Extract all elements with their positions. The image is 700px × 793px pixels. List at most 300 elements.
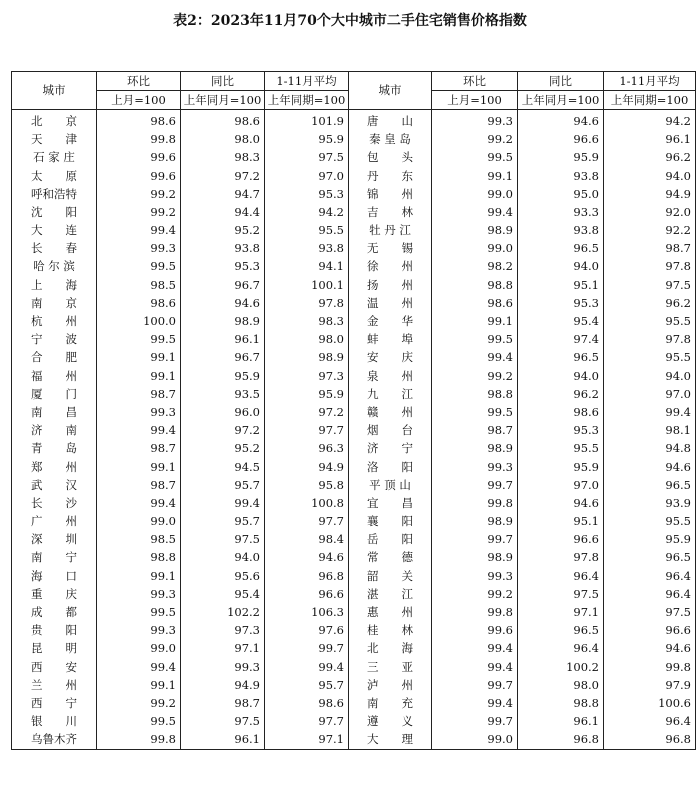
cell-avg-left: 101.9	[265, 110, 349, 131]
cell-yoy-right: 100.2	[518, 658, 604, 676]
cell-mom-left: 99.1	[97, 349, 181, 367]
cell-city-left: 呼和浩特	[12, 185, 97, 203]
cell-yoy-right: 97.0	[518, 476, 604, 494]
cell-city-right: 桂 林	[349, 622, 432, 640]
cell-avg-left: 97.1	[265, 731, 349, 750]
cell-mom-left: 99.3	[97, 622, 181, 640]
cell-yoy-left: 95.2	[181, 222, 265, 240]
cell-avg-right: 97.9	[604, 676, 696, 694]
cell-yoy-left: 94.9	[181, 676, 265, 694]
cell-yoy-right: 95.9	[518, 458, 604, 476]
cell-yoy-left: 98.0	[181, 131, 265, 149]
cell-mom-right: 99.2	[432, 131, 518, 149]
cell-avg-left: 94.2	[265, 203, 349, 221]
page-title: 表2：2023年11月70个大中城市二手住宅销售价格指数	[173, 13, 527, 29]
cell-mom-right: 99.3	[432, 458, 518, 476]
cell-mom-left: 98.7	[97, 385, 181, 403]
cell-city-left: 成 都	[12, 603, 97, 621]
cell-mom-right: 99.4	[432, 349, 518, 367]
cell-yoy-left: 96.7	[181, 349, 265, 367]
cell-avg-left: 96.3	[265, 440, 349, 458]
cell-mom-left: 99.1	[97, 367, 181, 385]
cell-mom-left: 98.6	[97, 294, 181, 312]
cell-city-left: 上 海	[12, 276, 97, 294]
cell-yoy-left: 96.7	[181, 276, 265, 294]
cell-city-left: 合 肥	[12, 349, 97, 367]
cell-yoy-right: 94.0	[518, 258, 604, 276]
cell-yoy-left: 98.7	[181, 694, 265, 712]
cell-mom-right: 99.8	[432, 494, 518, 512]
cell-city-right: 韶 关	[349, 567, 432, 585]
cell-yoy-left: 93.5	[181, 385, 265, 403]
cell-yoy-right: 96.4	[518, 567, 604, 585]
header-city-left: 城市	[12, 72, 97, 110]
table-row	[12, 331, 696, 349]
cell-avg-right: 96.4	[604, 585, 696, 603]
cell-city-left: 西 安	[12, 658, 97, 676]
cell-avg-right: 97.8	[604, 331, 696, 349]
cell-city-right: 烟 台	[349, 422, 432, 440]
cell-avg-right: 98.7	[604, 240, 696, 258]
cell-city-right: 唐 山	[349, 110, 432, 131]
cell-avg-left: 94.9	[265, 458, 349, 476]
cell-city-left: 南 昌	[12, 403, 97, 421]
cell-city-right: 泸 州	[349, 676, 432, 694]
table-row	[12, 494, 696, 512]
cell-city-left: 广 州	[12, 513, 97, 531]
header-yoy-base-left: 上年同月=100	[181, 91, 265, 110]
cell-mom-left: 99.0	[97, 640, 181, 658]
cell-city-right: 宜 昌	[349, 494, 432, 512]
cell-yoy-right: 95.4	[518, 312, 604, 330]
table-row	[12, 640, 696, 658]
cell-mom-left: 99.1	[97, 567, 181, 585]
cell-yoy-left: 95.3	[181, 258, 265, 276]
cell-avg-left: 106.3	[265, 603, 349, 621]
cell-city-left: 北 京	[12, 110, 97, 131]
cell-avg-left: 95.5	[265, 222, 349, 240]
cell-yoy-right: 96.6	[518, 131, 604, 149]
cell-mom-left: 99.3	[97, 240, 181, 258]
cell-mom-left: 99.1	[97, 458, 181, 476]
cell-mom-right: 99.2	[432, 367, 518, 385]
cell-mom-left: 99.1	[97, 676, 181, 694]
cell-mom-left: 99.3	[97, 585, 181, 603]
cell-city-left: 青 岛	[12, 440, 97, 458]
cell-mom-right: 99.0	[432, 240, 518, 258]
cell-city-right: 九 江	[349, 385, 432, 403]
cell-avg-right: 93.9	[604, 494, 696, 512]
table-row	[12, 367, 696, 385]
cell-avg-left: 97.7	[265, 713, 349, 731]
cell-avg-left: 100.8	[265, 494, 349, 512]
cell-avg-right: 94.6	[604, 458, 696, 476]
cell-yoy-left: 95.7	[181, 476, 265, 494]
price-index-table	[11, 71, 696, 750]
cell-city-right: 北 海	[349, 640, 432, 658]
cell-mom-right: 99.6	[432, 622, 518, 640]
cell-avg-left: 99.4	[265, 658, 349, 676]
cell-avg-left: 97.3	[265, 367, 349, 385]
cell-mom-left: 99.4	[97, 658, 181, 676]
cell-mom-right: 98.9	[432, 513, 518, 531]
cell-avg-right: 95.5	[604, 349, 696, 367]
cell-city-right: 包 头	[349, 149, 432, 167]
cell-city-left: 天 津	[12, 131, 97, 149]
cell-avg-right: 97.5	[604, 276, 696, 294]
cell-mom-right: 99.7	[432, 531, 518, 549]
cell-mom-right: 99.4	[432, 694, 518, 712]
cell-city-right: 岳 阳	[349, 531, 432, 549]
header-mom-right: 环比	[432, 72, 518, 91]
table-row	[12, 131, 696, 149]
cell-city-right: 常 德	[349, 549, 432, 567]
cell-yoy-left: 97.1	[181, 640, 265, 658]
cell-mom-left: 99.5	[97, 603, 181, 621]
cell-avg-left: 97.0	[265, 167, 349, 185]
cell-yoy-right: 96.8	[518, 731, 604, 750]
cell-city-right: 南 充	[349, 694, 432, 712]
cell-avg-right: 96.6	[604, 622, 696, 640]
cell-yoy-left: 97.5	[181, 531, 265, 549]
cell-city-right: 徐 州	[349, 258, 432, 276]
cell-yoy-right: 96.2	[518, 385, 604, 403]
table-row	[12, 603, 696, 621]
cell-mom-right: 98.8	[432, 276, 518, 294]
cell-mom-right: 99.7	[432, 676, 518, 694]
cell-mom-right: 99.4	[432, 640, 518, 658]
cell-avg-left: 97.7	[265, 422, 349, 440]
cell-mom-left: 99.8	[97, 731, 181, 750]
table-row	[12, 403, 696, 421]
header-city-right: 城市	[349, 72, 432, 110]
table-row	[12, 676, 696, 694]
cell-city-left: 杭 州	[12, 312, 97, 330]
cell-yoy-right: 96.5	[518, 349, 604, 367]
cell-avg-left: 96.8	[265, 567, 349, 585]
cell-yoy-right: 97.1	[518, 603, 604, 621]
cell-city-left: 石 家 庄	[12, 149, 97, 167]
cell-city-right: 平 顶 山	[349, 476, 432, 494]
header-mom-left: 环比	[97, 72, 181, 91]
cell-avg-right: 97.0	[604, 385, 696, 403]
cell-avg-left: 97.7	[265, 513, 349, 531]
cell-avg-left: 97.5	[265, 149, 349, 167]
cell-mom-right: 98.9	[432, 440, 518, 458]
cell-avg-right: 96.4	[604, 567, 696, 585]
table-row	[12, 240, 696, 258]
cell-yoy-left: 95.6	[181, 567, 265, 585]
cell-yoy-right: 96.4	[518, 640, 604, 658]
cell-city-right: 吉 林	[349, 203, 432, 221]
cell-yoy-left: 98.9	[181, 312, 265, 330]
table-row	[12, 110, 696, 131]
cell-yoy-right: 98.8	[518, 694, 604, 712]
cell-yoy-left: 97.2	[181, 167, 265, 185]
cell-mom-left: 99.2	[97, 694, 181, 712]
cell-mom-right: 99.4	[432, 203, 518, 221]
cell-avg-left: 97.8	[265, 294, 349, 312]
cell-city-right: 湛 江	[349, 585, 432, 603]
cell-yoy-left: 97.2	[181, 422, 265, 440]
cell-mom-right: 99.5	[432, 149, 518, 167]
cell-city-left: 南 宁	[12, 549, 97, 567]
cell-city-right: 牡 丹 江	[349, 222, 432, 240]
cell-avg-left: 95.3	[265, 185, 349, 203]
cell-avg-right: 94.9	[604, 185, 696, 203]
cell-yoy-right: 96.5	[518, 240, 604, 258]
header-avg-left: 1-11月平均	[265, 72, 349, 91]
cell-avg-right: 95.5	[604, 312, 696, 330]
cell-avg-right: 100.6	[604, 694, 696, 712]
cell-avg-right: 97.5	[604, 603, 696, 621]
cell-city-right: 三 亚	[349, 658, 432, 676]
cell-yoy-right: 95.3	[518, 422, 604, 440]
cell-mom-right: 99.3	[432, 110, 518, 131]
cell-city-left: 昆 明	[12, 640, 97, 658]
cell-mom-right: 99.0	[432, 185, 518, 203]
cell-yoy-right: 97.4	[518, 331, 604, 349]
cell-yoy-left: 94.5	[181, 458, 265, 476]
cell-mom-right: 99.5	[432, 403, 518, 421]
cell-city-right: 蚌 埠	[349, 331, 432, 349]
cell-mom-left: 98.5	[97, 276, 181, 294]
cell-avg-left: 98.3	[265, 312, 349, 330]
cell-mom-left: 98.5	[97, 531, 181, 549]
cell-city-left: 西 宁	[12, 694, 97, 712]
cell-mom-right: 98.6	[432, 294, 518, 312]
cell-city-right: 安 庆	[349, 349, 432, 367]
cell-yoy-left: 95.7	[181, 513, 265, 531]
cell-city-left: 武 汉	[12, 476, 97, 494]
table-row	[12, 203, 696, 221]
cell-avg-left: 93.8	[265, 240, 349, 258]
cell-mom-right: 99.7	[432, 476, 518, 494]
cell-yoy-left: 96.1	[181, 331, 265, 349]
cell-yoy-left: 97.5	[181, 713, 265, 731]
cell-mom-left: 99.0	[97, 513, 181, 531]
cell-yoy-right: 93.8	[518, 167, 604, 185]
cell-mom-right: 99.1	[432, 312, 518, 330]
cell-yoy-left: 97.3	[181, 622, 265, 640]
cell-avg-right: 92.2	[604, 222, 696, 240]
cell-avg-left: 98.6	[265, 694, 349, 712]
cell-city-left: 福 州	[12, 367, 97, 385]
cell-avg-right: 96.5	[604, 476, 696, 494]
table-row	[12, 276, 696, 294]
cell-city-left: 南 京	[12, 294, 97, 312]
cell-avg-left: 100.1	[265, 276, 349, 294]
table-row	[12, 167, 696, 185]
cell-mom-left: 98.6	[97, 110, 181, 131]
cell-avg-right: 97.8	[604, 258, 696, 276]
table-row	[12, 549, 696, 567]
cell-yoy-right: 97.5	[518, 585, 604, 603]
cell-mom-right: 99.1	[432, 167, 518, 185]
cell-city-left: 大 连	[12, 222, 97, 240]
cell-mom-right: 99.8	[432, 603, 518, 621]
cell-yoy-right: 95.5	[518, 440, 604, 458]
cell-city-right: 遵 义	[349, 713, 432, 731]
cell-yoy-right: 94.6	[518, 494, 604, 512]
header-avg-right: 1-11月平均	[604, 72, 696, 91]
cell-mom-right: 98.9	[432, 222, 518, 240]
cell-city-left: 郑 州	[12, 458, 97, 476]
cell-city-left: 济 南	[12, 422, 97, 440]
cell-mom-left: 99.5	[97, 331, 181, 349]
cell-mom-left: 99.4	[97, 222, 181, 240]
table-row	[12, 476, 696, 494]
cell-city-right: 赣 州	[349, 403, 432, 421]
cell-city-left: 乌鲁木齐	[12, 731, 97, 750]
cell-yoy-left: 95.4	[181, 585, 265, 603]
cell-yoy-right: 95.0	[518, 185, 604, 203]
cell-city-left: 宁 波	[12, 331, 97, 349]
table-row	[12, 458, 696, 476]
cell-avg-right: 99.4	[604, 403, 696, 421]
cell-yoy-left: 94.6	[181, 294, 265, 312]
cell-avg-right: 95.5	[604, 513, 696, 531]
cell-yoy-left: 99.4	[181, 494, 265, 512]
cell-yoy-right: 97.8	[518, 549, 604, 567]
cell-city-right: 洛 阳	[349, 458, 432, 476]
table-row	[12, 422, 696, 440]
header-yoy-base-right: 上年同月=100	[518, 91, 604, 110]
cell-mom-right: 98.8	[432, 385, 518, 403]
cell-yoy-left: 94.4	[181, 203, 265, 221]
table-row	[12, 349, 696, 367]
header-avg-base-right: 上年同期=100	[604, 91, 696, 110]
cell-city-left: 太 原	[12, 167, 97, 185]
cell-yoy-right: 93.3	[518, 203, 604, 221]
cell-avg-left: 95.8	[265, 476, 349, 494]
cell-yoy-right: 96.1	[518, 713, 604, 731]
cell-mom-left: 99.4	[97, 422, 181, 440]
cell-yoy-right: 93.8	[518, 222, 604, 240]
cell-city-left: 贵 阳	[12, 622, 97, 640]
cell-avg-right: 94.8	[604, 440, 696, 458]
cell-city-right: 襄 阳	[349, 513, 432, 531]
header-mom-base-right: 上月=100	[432, 91, 518, 110]
cell-avg-right: 96.4	[604, 713, 696, 731]
cell-city-left: 长 沙	[12, 494, 97, 512]
cell-yoy-right: 94.6	[518, 110, 604, 131]
cell-avg-right: 94.2	[604, 110, 696, 131]
header-avg-base-left: 上年同期=100	[265, 91, 349, 110]
cell-mom-left: 100.0	[97, 312, 181, 330]
cell-yoy-left: 99.3	[181, 658, 265, 676]
cell-mom-left: 99.6	[97, 149, 181, 167]
cell-city-left: 海 口	[12, 567, 97, 585]
cell-city-left: 长 春	[12, 240, 97, 258]
cell-city-right: 丹 东	[349, 167, 432, 185]
table-row	[12, 658, 696, 676]
table-row	[12, 222, 696, 240]
cell-avg-right: 94.6	[604, 640, 696, 658]
cell-mom-right: 99.5	[432, 331, 518, 349]
cell-avg-left: 98.9	[265, 349, 349, 367]
cell-city-right: 扬 州	[349, 276, 432, 294]
cell-yoy-left: 94.7	[181, 185, 265, 203]
table-body	[12, 110, 696, 750]
cell-city-right: 泉 州	[349, 367, 432, 385]
cell-city-left: 银 川	[12, 713, 97, 731]
cell-city-left: 哈 尔 滨	[12, 258, 97, 276]
cell-yoy-left: 94.0	[181, 549, 265, 567]
cell-avg-right: 99.8	[604, 658, 696, 676]
cell-yoy-right: 94.0	[518, 367, 604, 385]
cell-city-right: 温 州	[349, 294, 432, 312]
cell-avg-left: 95.9	[265, 131, 349, 149]
cell-mom-right: 98.7	[432, 422, 518, 440]
cell-avg-right: 96.5	[604, 549, 696, 567]
header-yoy-left: 同比	[181, 72, 265, 91]
cell-avg-right: 98.1	[604, 422, 696, 440]
cell-mom-left: 99.2	[97, 185, 181, 203]
table-row	[12, 531, 696, 549]
cell-city-left: 兰 州	[12, 676, 97, 694]
cell-mom-left: 99.5	[97, 713, 181, 731]
cell-avg-right: 96.2	[604, 149, 696, 167]
cell-city-right: 大 理	[349, 731, 432, 750]
cell-yoy-right: 95.9	[518, 149, 604, 167]
header-mom-base-left: 上月=100	[97, 91, 181, 110]
cell-avg-left: 98.4	[265, 531, 349, 549]
cell-mom-left: 99.3	[97, 403, 181, 421]
cell-mom-right: 99.7	[432, 713, 518, 731]
table-row	[12, 713, 696, 731]
cell-yoy-left: 102.2	[181, 603, 265, 621]
cell-city-right: 济 宁	[349, 440, 432, 458]
cell-yoy-right: 95.1	[518, 513, 604, 531]
cell-yoy-right: 95.1	[518, 276, 604, 294]
cell-avg-left: 99.7	[265, 640, 349, 658]
cell-mom-left: 99.2	[97, 203, 181, 221]
table-row	[12, 585, 696, 603]
table-row	[12, 567, 696, 585]
cell-avg-left: 95.9	[265, 385, 349, 403]
cell-city-left: 重 庆	[12, 585, 97, 603]
cell-avg-right: 92.0	[604, 203, 696, 221]
cell-avg-right: 94.0	[604, 167, 696, 185]
table-row	[12, 694, 696, 712]
cell-yoy-right: 95.3	[518, 294, 604, 312]
cell-avg-right: 95.9	[604, 531, 696, 549]
cell-mom-left: 99.8	[97, 131, 181, 149]
cell-avg-right: 94.0	[604, 367, 696, 385]
cell-city-left: 深 圳	[12, 531, 97, 549]
cell-yoy-right: 96.6	[518, 531, 604, 549]
cell-avg-left: 96.6	[265, 585, 349, 603]
cell-city-right: 无 锡	[349, 240, 432, 258]
cell-mom-left: 99.5	[97, 258, 181, 276]
cell-yoy-left: 95.9	[181, 367, 265, 385]
cell-yoy-left: 96.1	[181, 731, 265, 750]
cell-city-right: 惠 州	[349, 603, 432, 621]
cell-mom-left: 98.7	[97, 476, 181, 494]
cell-city-right: 金 华	[349, 312, 432, 330]
cell-yoy-left: 93.8	[181, 240, 265, 258]
cell-avg-left: 94.6	[265, 549, 349, 567]
cell-yoy-left: 98.3	[181, 149, 265, 167]
cell-mom-left: 99.6	[97, 167, 181, 185]
table-row	[12, 312, 696, 330]
cell-avg-left: 97.2	[265, 403, 349, 421]
cell-yoy-right: 98.0	[518, 676, 604, 694]
table-row	[12, 149, 696, 167]
cell-mom-right: 98.9	[432, 549, 518, 567]
cell-city-right: 锦 州	[349, 185, 432, 203]
